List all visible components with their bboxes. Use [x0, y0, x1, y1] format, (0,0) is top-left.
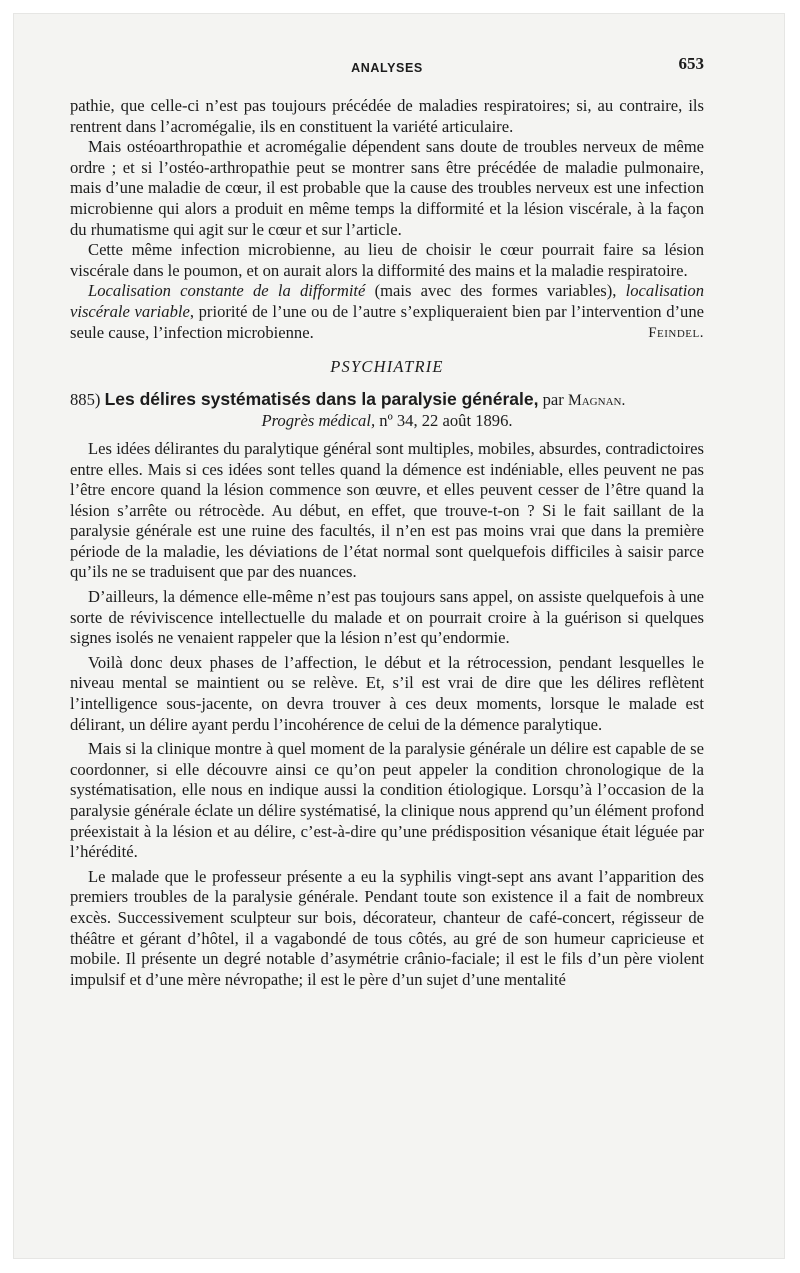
section-heading: PSYCHIATRIE: [330, 357, 444, 377]
by-word: par: [538, 389, 568, 409]
page-content: [70, 54, 705, 994]
journal-name: Progrès médical,: [261, 411, 376, 431]
page-header: [70, 54, 704, 84]
paragraph: Le malade que le professeur présente a eu la syphilis vingt-sept ans avant l’apparition des premiers troubles de la paralysie générale. Pendant toute son existence il a fait de nombreux excès. Successivement sculpteur sur bois, décorateur, chanteur de café-concert, régisseur de théâtre et gérant d’hôtel, il a vagabondé de tous côtés, au gré de son humeur capricieuse et mobile. Il présente un degré notable d’asymétrie crânio-faciale; il est le fils d’un père violent impulsif et d’une mère névropathe; il est le père d’un sujet d’une mentalité: [70, 866, 704, 989]
journal-issue: nº 34, 22 août 1896.: [375, 411, 513, 431]
article-author: Magnan.: [567, 391, 626, 409]
page-number: 653: [678, 54, 704, 73]
text-run: (mais avec des formes variables),: [365, 281, 626, 301]
signature: Feindel.: [648, 324, 704, 341]
italic-phrase: localisation viscérale variable: [70, 281, 704, 321]
article-heading: [70, 389, 704, 412]
paragraph-continuation: pathie, que celle-ci n’est pas toujours précédée de maladies respiratoires; si, au contraire, ils rentrent dans l’acromégalie, ils en constituent la variété articulaire.: [70, 96, 704, 136]
article-body: [70, 439, 704, 990]
paragraph: Voilà donc deux phases de l’affection, le début et la rétrocession, pendant lesquelles le niveau mental se maintient ou se relève. Et, s’il est vrai de dire que les délires reflètent l’intelligence sous-jacente, on devra trouver à ces deux moments, lorsque le malade est délirant, un délire ayant perdu l’incohérence de celui de la démence paralytique.: [70, 652, 704, 734]
article-number: 885): [70, 389, 101, 409]
book-page: [14, 14, 784, 1258]
italic-phrase: Localisation constante de la difformité: [88, 281, 366, 301]
paragraph: Mais si la clinique montre à quel moment de la paralysie générale un délire est capable de se coordonner, si elle découvre ainsi ce qu’on peut appeler la condition chronologique de la systématisation, elle nous en indique aussi la condition étiologique. Lorsqu’à l’occasion de la paralysie générale éclate un délire systématisé, la clinique nous apprend qu’un élément profond préexistait à la lésion et au délire, c’est-à-dire qu’une prédisposition vésanique était léguée par l’hérédité.: [70, 739, 704, 862]
article-source: [70, 411, 704, 432]
paragraph: Cette même infection microbienne, au lieu de choisir le cœur pourrait faire sa lésion viscérale dans le poumon, et on aurait alors la difformité des mains et la maladie respiratoire.: [70, 240, 704, 280]
paragraph: Mais ostéoarthropathie et acromégalie dépendent sans doute de troubles nerveux de même ordre ; et si l’ostéo-arthropathie peut se montrer sans être précédée de maladie pulmonaire, mais d’une maladie de cœur, il est probable que la cause des troubles nerveux est une infection microbienne qui alors a produit en même temps la difformité et la lésion viscérale, à la façon du rhumatisme qui agit sur le cœur et sur l’article.: [70, 137, 704, 239]
text-run: , priorité de l’une ou de l’autre s’expliqueraient bien par l’intervention d’une seule cause, l’infection microbienne.: [70, 301, 705, 342]
paragraph-conclusion: [70, 281, 704, 343]
paragraph: D’ailleurs, la démence elle-même n’est pas toujours sans appel, on assiste quelquefois à une sorte de réviviscence intellectuelle du malade et on pourrait croire à la guérison si quelques signes isolés ne venaient rappeler que la lésion n’est qu’endormie.: [70, 587, 704, 648]
paragraph: Les idées délirantes du paralytique général sont multiples, mobiles, absurdes, contradictoires entre elles. Mais si ces idées sont telles quand la démence est indéniable, elles peuvent ne pas l’être encore quand la lésion commence son œuvre, et elles peuvent cesser de l’être quand la lésion s’arrête ou rétrocède. Au début, en effet, que trouve-t-on ? Si le fait saillant de la paralysie générale est une ruine des facultés, il n’en est pas moins vrai que dans la première période de la maladie, les déviations de l’état normal sont quelquefois difficiles à saisir parce qu’ils ne se traduisent que par des nuances.: [70, 438, 704, 582]
running-title: ANALYSES: [351, 61, 423, 75]
article-headline: Les délires systématisés dans la paralysie générale,: [104, 388, 539, 409]
